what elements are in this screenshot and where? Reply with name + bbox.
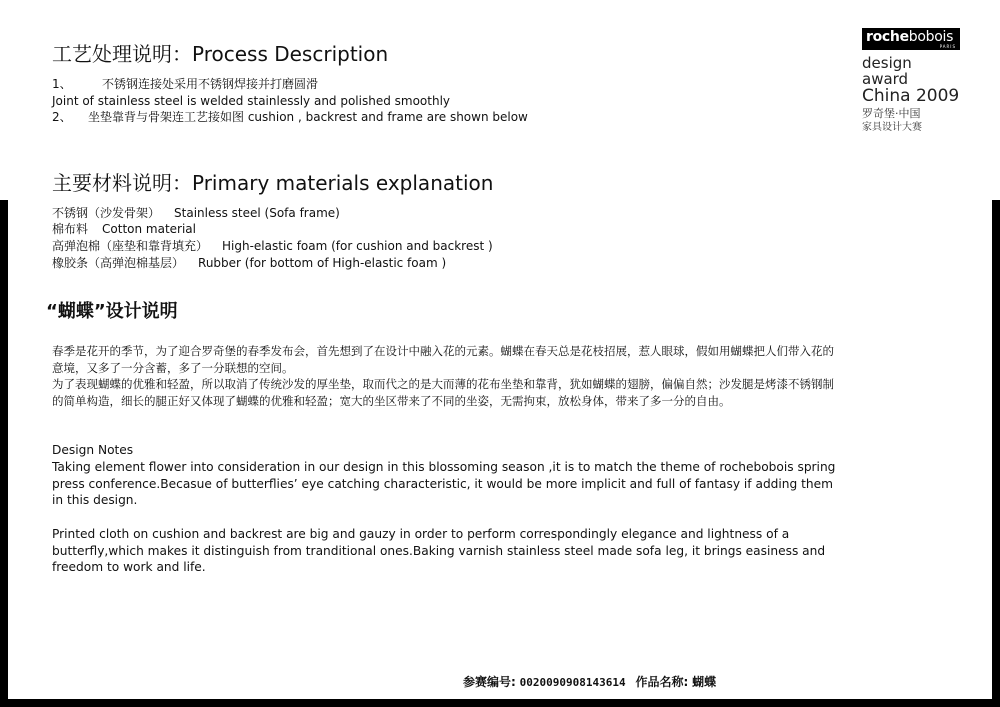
material-item: 橡胶条（高弹泡棉基层） Rubber (for bottom of High-elastic foam ) [52, 256, 447, 270]
design-paragraph-cn-2: 为了表现蝴蝶的优雅和轻盈，所以取消了传统沙发的厚坐垫，取而代之的是大而薄的花布坐垫和靠背，犹如蝴蝶的翅膀，偏偏自然；沙发腿是烤漆不锈钢制的简单构造，细长的腿正好又体现了蝴蝶的优雅和轻盈；宽大的坐区带来了不同的坐姿，无需拘束，放松身体，带来了多一分的自由。 [52, 377, 834, 408]
material-item: 棉布料 Cotton material [52, 222, 196, 236]
process-item-2-text: 坐垫靠背与骨架连工艺接如图 cushion , backrest and frame are shown below [88, 110, 528, 124]
process-title: 工艺处理说明：Process Description [52, 42, 389, 66]
design-notes-title: Design Notes [52, 443, 134, 457]
work-name: 蝴蝶 [692, 675, 717, 689]
process-item-2-index: 2、 [52, 110, 72, 124]
process-item-1 [52, 76, 318, 92]
process-item-1-cn: 不锈钢连接处采用不锈钢焊接并打磨圆滑 [102, 77, 319, 91]
material-item: 不锈钢（沙发骨架） Stainless steel (Sofa frame) [52, 206, 340, 220]
frame-left-bar [0, 200, 8, 700]
frame-bottom-bar [0, 699, 1000, 707]
brand-block [862, 28, 992, 134]
process-item-2 [52, 109, 528, 125]
brand-award: award [862, 70, 909, 88]
entry-number: 0020090908143614 [519, 676, 626, 689]
frame-right-bar [992, 200, 1000, 700]
footer-entry [463, 674, 716, 691]
design-notes-paragraph-1: Taking element flower into consideration in our design in this blossoming season ,it is to match the theme of rochebobois spring press conference.Becasue of butterflies’ eye catching characteristic, it would be more implicit and full of fantasy if adding them in this design. [52, 460, 836, 508]
design-paragraph-cn-1: 春季是花开的季节，为了迎合罗奇堡的春季发布会，首先想到了在设计中融入花的元素。蝴蝶在春天总是花枝招展，惹人眼球，假如用蝴蝶把人们带入花的意境，又多了一分含蓄，多了一分联想的空间。 [52, 344, 834, 375]
brand-china-year: China 2009 [862, 86, 960, 106]
brand-logo-paris: PARIS [939, 44, 956, 49]
work-label: 作品名称: [635, 675, 689, 689]
materials-title: 主要材料说明：Primary materials explanation [52, 171, 494, 195]
material-item: 高弹泡棉（座垫和靠背填充） High-elastic foam (for cushion and backrest ) [52, 239, 493, 253]
design-notes-paragraph-2: Printed cloth on cushion and backrest are big and gauzy in order to perform correspondingly elegance and lightness of a butterfly,which makes it distinguish from tranditional ones.Baking varnish stainless steel made sofa leg, it brings easiness and freedom to work and life. [52, 527, 826, 575]
brand-cn-contest: 家具设计大赛 [862, 122, 922, 133]
brand-logo: rochebobois PARIS [862, 28, 960, 50]
process-item-1-en: Joint of stainless steel is welded stainlessly and polished smoothly [52, 94, 451, 108]
entry-label: 参赛编号: [463, 675, 516, 689]
brand-design: design [862, 54, 912, 72]
brand-cn-name: 罗奇堡·中国 [862, 107, 921, 120]
design-title: “蝴蝶”设计说明 [46, 301, 178, 322]
process-item-1-index: 1、 [52, 77, 72, 91]
